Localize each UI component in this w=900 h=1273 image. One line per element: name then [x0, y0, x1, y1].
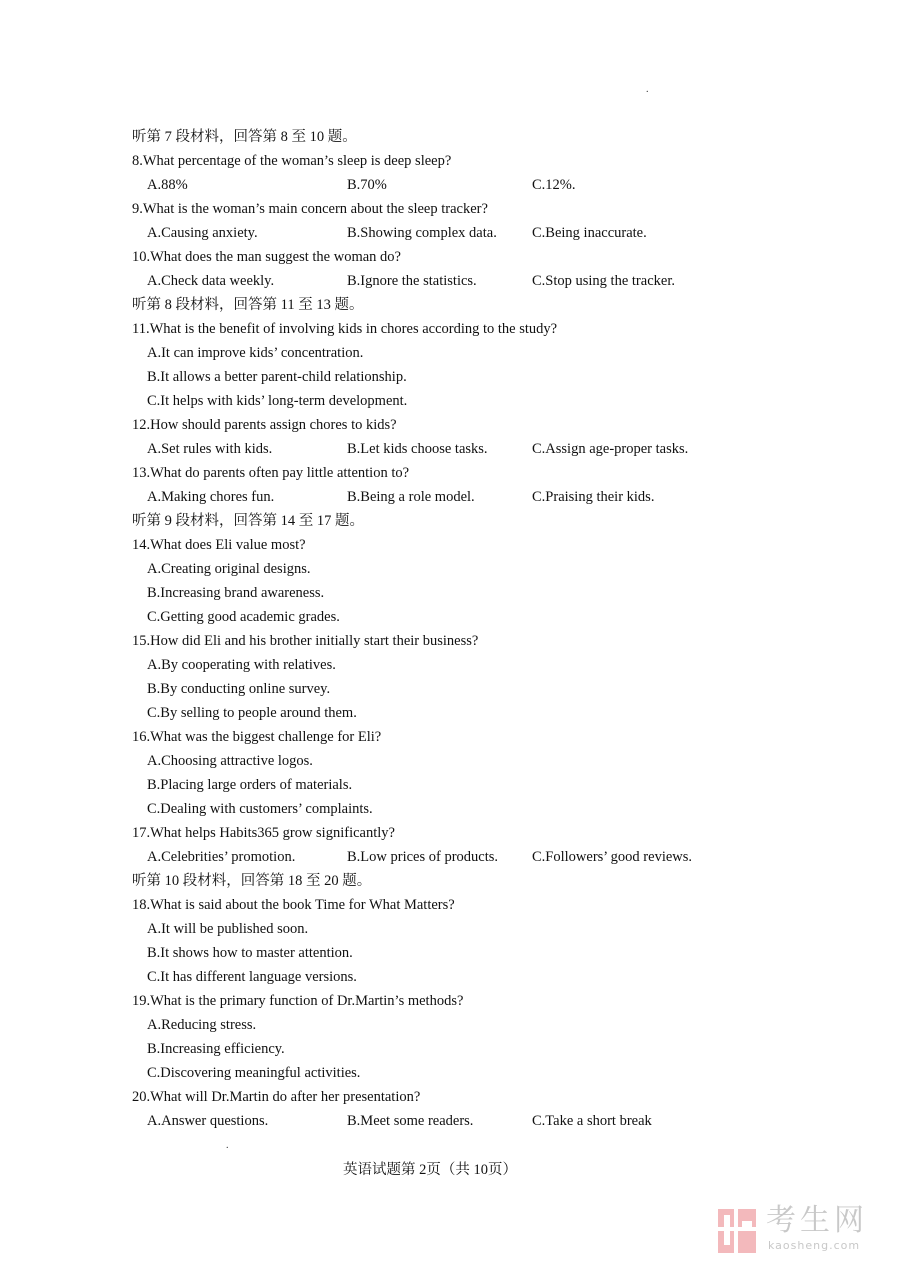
question-18-option-c: C.It has different language versions. [147, 969, 357, 985]
option-b: B.Showing complex data. [347, 225, 497, 241]
question-18-stem: 18.What is said about the book Time for What Matters? [132, 897, 455, 913]
option-c: C.Assign age-proper tasks. [532, 441, 689, 457]
option-c: C.Being inaccurate. [532, 225, 647, 241]
question-15-stem: 15.How did Eli and his brother initially start their business? [132, 633, 479, 649]
question-14-option-a: A.Creating original designs. [147, 561, 311, 577]
option-b: B.Low prices of products. [347, 849, 499, 865]
question-11-stem: 11.What is the benefit of involving kids in chores according to the study? [132, 321, 558, 337]
option-a: A.88% [147, 177, 188, 193]
question-16-option-c: C.Dealing with customers’ complaints. [147, 801, 373, 817]
question-14-stem: 14.What does Eli value most? [132, 537, 306, 553]
question-12-stem: 12.How should parents assign chores to kids? [132, 417, 397, 433]
question-14-option-b: B.Increasing brand awareness. [147, 585, 325, 601]
option-a: A.Celebrities’ promotion. [147, 849, 296, 865]
watermark-url: kaosheng.com [768, 1239, 861, 1252]
question-10-options [0, 271, 900, 291]
option-a: A.Set rules with kids. [147, 441, 273, 457]
watermark-logo-icon [716, 1207, 758, 1255]
option-c: C.Stop using the tracker. [532, 273, 675, 289]
question-14-option-c: C.Getting good academic grades. [147, 609, 340, 625]
question-9-stem: 9.What is the woman’s main concern about the sleep tracker? [132, 201, 488, 217]
question-19-option-c: C.Discovering meaningful activities. [147, 1065, 361, 1081]
bottom-dot-mark: . [226, 1140, 229, 1151]
question-9-options [0, 223, 900, 243]
section-8-instruction: 听第 8 段材料，回答第 11 至 13 题。 [132, 297, 364, 313]
section-7-instruction: 听第 7 段材料，回答第 8 至 10 题。 [132, 129, 357, 145]
option-a: A.Check data weekly. [147, 273, 275, 289]
question-16-stem: 16.What was the biggest challenge for Eli? [132, 729, 382, 745]
watermark [716, 1203, 886, 1257]
option-c: C.Take a short break [532, 1113, 652, 1129]
option-c: C.Praising their kids. [532, 489, 655, 505]
page-footer: 英语试题第 2页（共 10页） [343, 1162, 517, 1178]
top-dot-mark: . [646, 84, 649, 95]
option-a: A.Answer questions. [147, 1113, 269, 1129]
question-19-stem: 19.What is the primary function of Dr.Martin’s methods? [132, 993, 464, 1009]
question-19-option-b: B.Increasing efficiency. [147, 1041, 285, 1057]
question-16-option-b: B.Placing large orders of materials. [147, 777, 353, 793]
option-a: A.Causing anxiety. [147, 225, 258, 241]
section-10-instruction: 听第 10 段材料，回答第 18 至 20 题。 [132, 873, 372, 889]
question-15-option-b: B.By conducting online survey. [147, 681, 331, 697]
question-18-option-b: B.It shows how to master attention. [147, 945, 353, 961]
question-16-option-a: A.Choosing attractive logos. [147, 753, 313, 769]
question-20-options [0, 1111, 900, 1131]
question-11-option-a: A.It can improve kids’ concentration. [147, 345, 364, 361]
watermark-text: 考生网 [766, 1203, 868, 1238]
option-b: B.70% [347, 177, 387, 193]
question-13-options [0, 487, 900, 507]
question-8-options [0, 175, 900, 195]
option-c: C.12%. [532, 177, 576, 193]
question-15-option-a: A.By cooperating with relatives. [147, 657, 336, 673]
question-17-stem: 17.What helps Habits365 grow significantly? [132, 825, 395, 841]
question-20-stem: 20.What will Dr.Martin do after her presentation? [132, 1089, 421, 1105]
question-18-option-a: A.It will be published soon. [147, 921, 309, 937]
question-13-stem: 13.What do parents often pay little attention to? [132, 465, 410, 481]
section-9-instruction: 听第 9 段材料，回答第 14 至 17 题。 [132, 513, 364, 529]
option-b: B.Ignore the statistics. [347, 273, 477, 289]
option-a: A.Making chores fun. [147, 489, 275, 505]
question-17-options [0, 847, 900, 867]
question-11-option-c: C.It helps with kids’ long-term development. [147, 393, 408, 409]
option-b: B.Meet some readers. [347, 1113, 474, 1129]
option-c: C.Followers’ good reviews. [532, 849, 693, 865]
question-10-stem: 10.What does the man suggest the woman do? [132, 249, 401, 265]
question-8-stem: 8.What percentage of the woman’s sleep is deep sleep? [132, 153, 452, 169]
question-12-options [0, 439, 900, 459]
question-11-option-b: B.It allows a better parent-child relationship. [147, 369, 407, 385]
question-19-option-a: A.Reducing stress. [147, 1017, 257, 1033]
option-b: B.Being a role model. [347, 489, 475, 505]
question-15-option-c: C.By selling to people around them. [147, 705, 357, 721]
option-b: B.Let kids choose tasks. [347, 441, 488, 457]
